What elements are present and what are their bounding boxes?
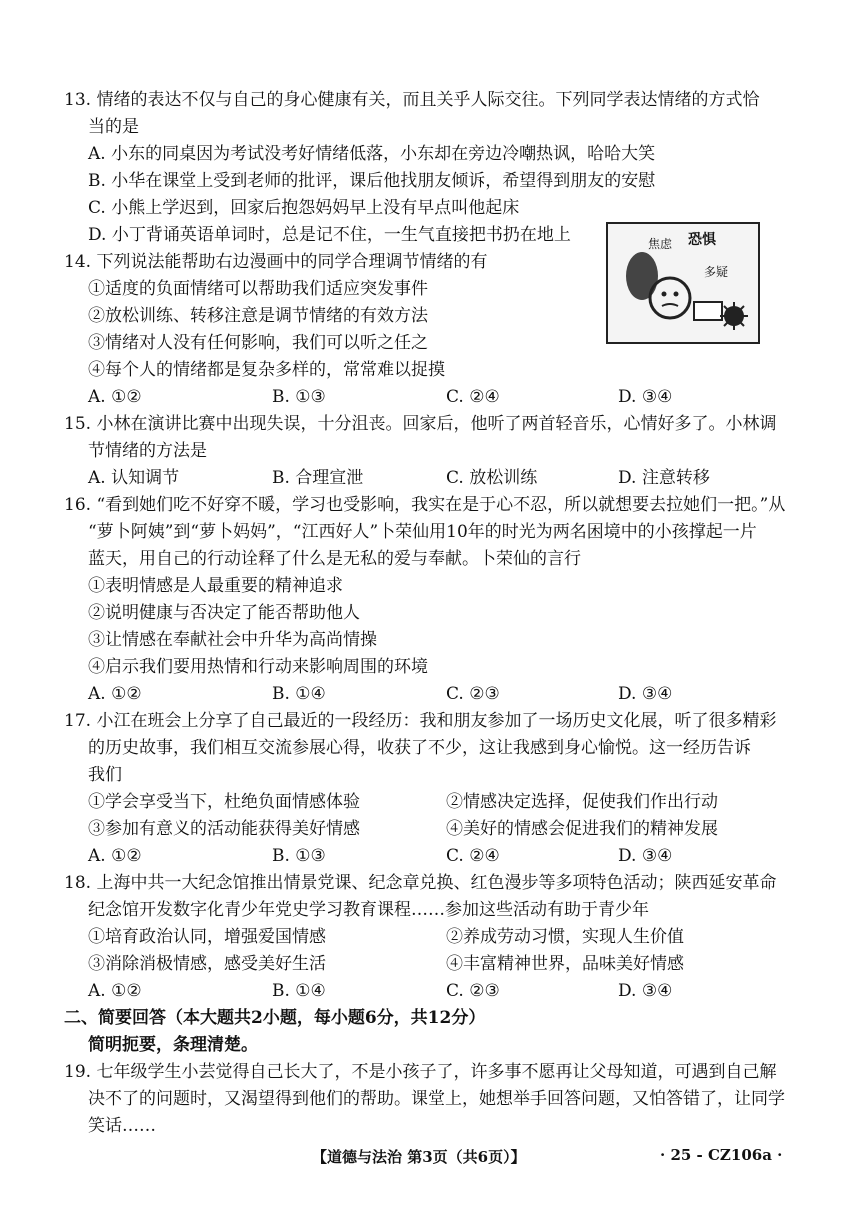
q19-stem-line-3: 笑话…… [88, 1116, 156, 1136]
q14-choice-c: C. ②④ [446, 387, 500, 407]
cartoon-word-suspicion: 多疑 [704, 265, 729, 279]
q17-item-2: ②情感决定选择，促使我们作出行动 [446, 792, 718, 812]
q18-item-1: ①培育政治认同，增强爱国情感 [88, 927, 326, 947]
q14-item-4: ④每个人的情绪都是复杂多样的，常常难以捉摸 [88, 360, 445, 380]
q16-stem-line-2: “萝卜阿姨”到“萝卜妈妈”，“江西好人”卜荣仙用10年的时光为两名困境中的小孩撑起一片 [88, 522, 757, 542]
cartoon-student-head [650, 278, 690, 318]
cartoon-drawing [608, 224, 758, 342]
page-footer-label: 【道德与法治 第3页（共6页）】 [312, 1148, 526, 1166]
q15-stem-line-2: 节情绪的方法是 [88, 441, 207, 461]
q17-choice-b: B. ①③ [272, 846, 326, 866]
cartoon-virus-spikes [720, 302, 748, 330]
q16-choice-c: C. ②③ [446, 684, 500, 704]
q13-option-d: D. 小丁背诵英语单词时，总是记不住，一生气直接把书扔在地上 [88, 225, 571, 245]
q18-item-3: ③消除消极情感，感受美好生活 [88, 954, 326, 974]
q16-item-3: ③让情感在奉献社会中升华为高尚情操 [88, 630, 377, 650]
q16-item-2: ②说明健康与否决定了能否帮助他人 [88, 603, 360, 623]
q13-option-c: C. 小熊上学迟到，回家后抱怨妈妈早上没有早点叫他起床 [88, 198, 520, 218]
q18-stem-line-1: 18. 上海中共一大纪念馆推出情景党课、纪念章兑换、红色漫步等多项特色活动；陕西延安革命 [64, 873, 777, 893]
q16-choice-d: D. ③④ [618, 684, 673, 704]
q15-choice-b: B. 合理宣泄 [272, 468, 364, 488]
q13-stem-line-2: 当的是 [88, 117, 139, 137]
q17-choice-d: D. ③④ [618, 846, 673, 866]
q17-item-3: ③参加有意义的活动能获得美好情感 [88, 819, 360, 839]
q19-stem-line-1: 19. 七年级学生小芸觉得自己长大了，不是小孩子了，许多事不愿再让父母知道，可遇到自己解 [64, 1062, 777, 1082]
q17-choice-a: A. ①② [88, 846, 142, 866]
q16-choice-b: B. ①④ [272, 684, 326, 704]
q13-option-b: B. 小华在课堂上受到老师的批评，课后他找朋友倾诉，希望得到朋友的安慰 [88, 171, 656, 191]
q18-choice-a: A. ①② [88, 981, 142, 1001]
q17-item-1: ①学会享受当下，杜绝负面情感体验 [88, 792, 360, 812]
q17-stem-line-1: 17. 小江在班会上分享了自己最近的一段经历：我和朋友参加了一场历史文化展，听了很多精彩 [64, 711, 777, 731]
cartoon-book [694, 302, 722, 320]
q16-choice-a: A. ①② [88, 684, 142, 704]
q18-item-2: ②养成劳动习惯，实现人生价值 [446, 927, 684, 947]
q15-choice-a: A. 认知调节 [88, 468, 180, 488]
q16-item-4: ④启示我们要用热情和行动来影响周围的环境 [88, 657, 428, 677]
q14-choice-b: B. ①③ [272, 387, 326, 407]
q14-stem: 14. 下列说法能帮助右边漫画中的同学合理调节情绪的有 [64, 252, 488, 272]
q16-stem-line-3: 蓝天，用自己的行动诠释了什么是无私的爱与奉献。卜荣仙的言行 [88, 549, 581, 569]
q17-choice-c: C. ②④ [446, 846, 500, 866]
q16-item-1: ①表明情感是人最重要的精神追求 [88, 576, 343, 596]
page-footer-code: · 25 - CZ106a · [660, 1146, 783, 1164]
q14-item-1: ①适度的负面情绪可以帮助我们适应突发事件 [88, 279, 428, 299]
section-2-title: 二、简要回答（本大题共2小题，每小题6分，共12分） [64, 1008, 486, 1028]
q15-stem-line-1: 15. 小林在演讲比赛中出现失误，十分沮丧。回家后，他听了两首轻音乐，心情好多了。小林调 [64, 414, 777, 434]
q13-option-a: A. 小东的同桌因为考试没考好情绪低落，小东却在旁边冷嘲热讽，哈哈大笑 [88, 144, 656, 164]
q14-item-3: ③情绪对人没有任何影响，我们可以听之任之 [88, 333, 428, 353]
q18-item-4: ④丰富精神世界，品味美好情感 [446, 954, 684, 974]
q18-choice-b: B. ①④ [272, 981, 326, 1001]
cartoon-figure-left [626, 252, 658, 300]
q13-stem-line-1: 13. 情绪的表达不仅与自己的身心健康有关，而且关乎人际交往。下列同学表达情绪的方式恰 [64, 90, 760, 110]
q14-choice-d: D. ③④ [618, 387, 673, 407]
q17-stem-line-2: 的历史故事，我们相互交流参展心得，收获了不少，这让我感到身心愉悦。这一经历告诉 [88, 738, 751, 758]
q18-stem-line-2: 纪念馆开发数字化青少年党史学习教育课程……参加这些活动有助于青少年 [88, 900, 649, 920]
q17-item-4: ④美好的情感会促进我们的精神发展 [446, 819, 718, 839]
cartoon-word-anxiety: 焦虑 [648, 237, 673, 251]
section-2-note: 简明扼要，条理清楚。 [88, 1035, 258, 1055]
emotion-cartoon [606, 222, 760, 344]
q14-item-2: ②放松训练、转移注意是调节情绪的有效方法 [88, 306, 428, 326]
q18-choice-c: C. ②③ [446, 981, 500, 1001]
q17-stem-line-3: 我们 [88, 765, 122, 785]
q15-choice-c: C. 放松训练 [446, 468, 538, 488]
q18-choice-d: D. ③④ [618, 981, 673, 1001]
q16-stem-line-1: 16. “看到她们吃不好穿不暖，学习也受影响，我实在是于心不忍，所以就想要去拉她们一把。”从 [64, 495, 786, 515]
cartoon-eye [662, 292, 667, 297]
cartoon-eye [674, 292, 679, 297]
q19-stem-line-2: 决不了的问题时，又渴望得到他们的帮助。课堂上，她想举手回答问题，又怕答错了，让同学 [88, 1089, 785, 1109]
cartoon-mouth [662, 304, 678, 306]
q15-choice-d: D. 注意转移 [618, 468, 710, 488]
q14-choice-a: A. ①② [88, 387, 142, 407]
cartoon-word-fear: 恐惧 [688, 232, 716, 248]
